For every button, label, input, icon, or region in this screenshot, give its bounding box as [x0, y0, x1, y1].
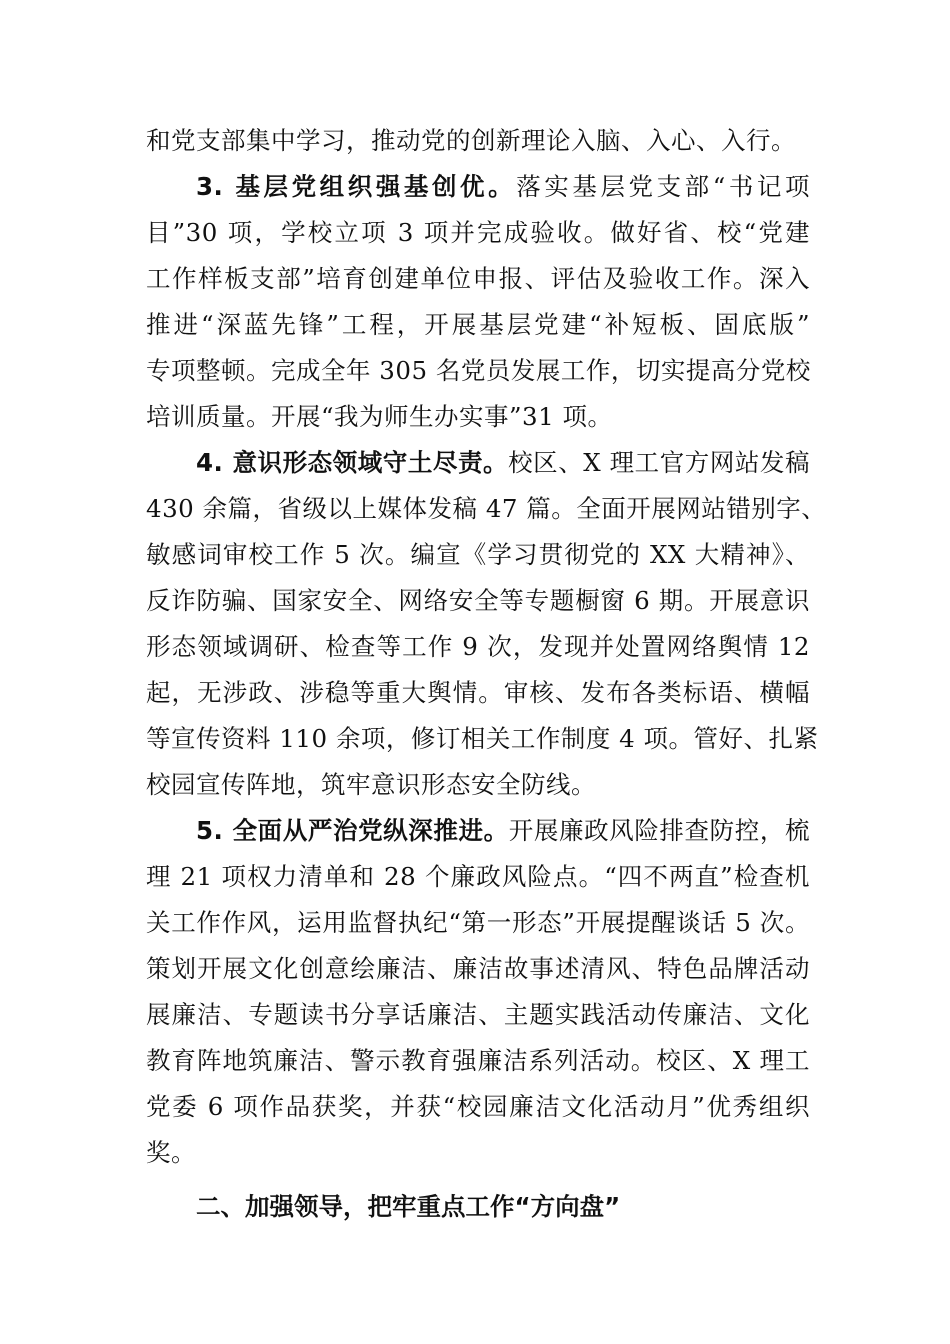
text-line: 起，无涉政、涉稳等重大舆情。审核、发布各类标语、横幅	[146, 678, 810, 707]
text-run: 开展廉政风险排查防控，梳	[508, 816, 810, 845]
text-run: 落实基层党支部“书记项	[516, 172, 810, 201]
text-line: 目”30 项，学校立项 3 项并完成验收。做好省、校“党建	[146, 218, 810, 247]
text-line: 推进“深蓝先锋”工程，开展基层党建“补短板、固底版”	[146, 310, 810, 339]
paragraph-heading: 4. 意识形态领域守土尽责。	[196, 448, 509, 477]
text-line	[146, 808, 810, 854]
text-line: 敏感词审校工作 5 次。编宣《学习贯彻党的 XX 大精神》、	[146, 540, 810, 569]
document-page	[146, 118, 827, 1232]
section-heading: 二、加强领导，把牢重点工作“方向盘”	[196, 1192, 621, 1221]
paragraph-heading: 3. 基层党组织强基创优。	[196, 172, 517, 201]
text-line	[146, 164, 810, 210]
paragraph-5-party-discipline	[146, 808, 810, 1176]
text-line: 反诈防骗、国家安全、网络安全等专题橱窗 6 期。开展意识	[146, 586, 810, 615]
text-line: 策划开展文化创意绘廉洁、廉洁故事述清风、特色品牌活动	[146, 954, 810, 983]
text-line: 关工作作风，运用监督执纪“第一形态”开展提醒谈话 5 次。	[146, 908, 810, 937]
text-line: 430 余篇，省级以上媒体发稿 47 篇。全面开展网站错别字、	[146, 494, 827, 523]
text-line: 和党支部集中学习，推动党的创新理论入脑、入心、入行。	[146, 126, 796, 155]
text-run: 校区、X 理工官方网站发稿	[508, 448, 810, 477]
text-line: 等宣传资料 110 余项，修订相关工作制度 4 项。管好、扎紧	[146, 724, 819, 753]
text-line: 工作样板支部”培育创建单位申报、评估及验收工作。深入	[146, 264, 810, 293]
paragraph-1	[146, 118, 810, 164]
text-line: 奖。	[146, 1138, 196, 1167]
text-line: 教育阵地筑廉洁、警示教育强廉洁系列活动。校区、X 理工	[146, 1046, 810, 1075]
text-line	[146, 440, 810, 486]
paragraph-4-ideology	[146, 440, 827, 808]
text-line: 理 21 项权力清单和 28 个廉政风险点。“四不两直”检查机	[146, 862, 810, 891]
text-line: 专项整顿。完成全年 305 名党员发展工作，切实提高分党校	[146, 356, 811, 385]
text-line: 形态领域调研、检查等工作 9 次，发现并处置网络舆情 12	[146, 632, 810, 661]
text-line: 展廉洁、专题读书分享话廉洁、主题实践活动传廉洁、文化	[146, 1000, 810, 1029]
text-line: 校园宣传阵地，筑牢意识形态安全防线。	[146, 770, 596, 799]
paragraph-heading: 5. 全面从严治党纵深推进。	[196, 816, 509, 845]
text-line: 培训质量。开展“我为师生办实事”31 项。	[146, 402, 613, 431]
paragraph-3-grassroots	[146, 164, 810, 440]
text-line: 党委 6 项作品获奖，并获“校园廉洁文化活动月”优秀组织	[146, 1092, 810, 1121]
